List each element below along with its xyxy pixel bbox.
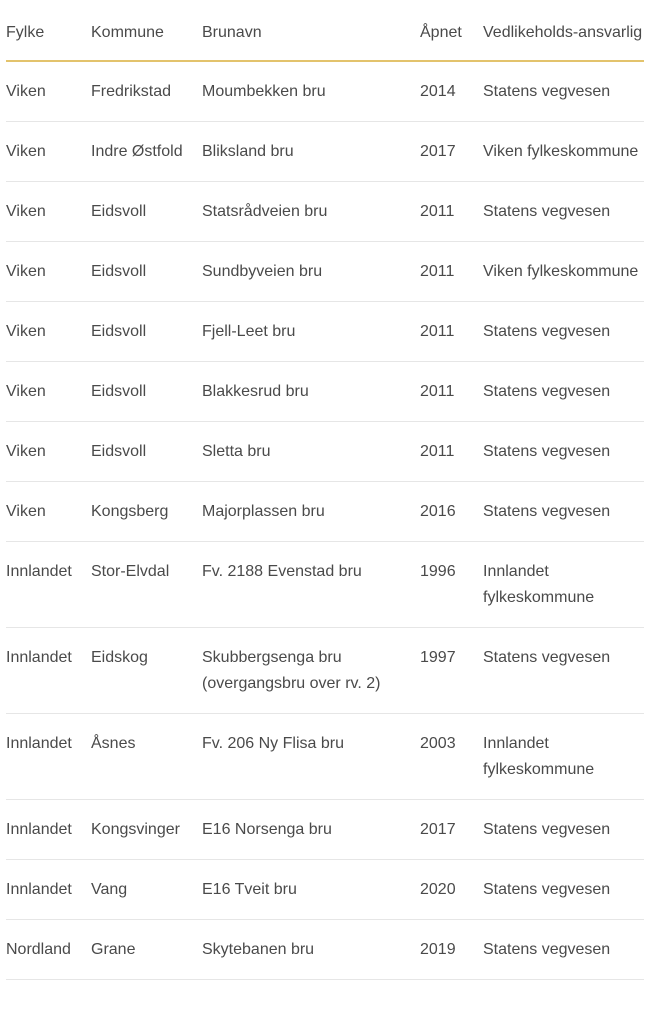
table-row — [6, 920, 644, 980]
cell-ansvarlig: Statens vegvesen — [483, 182, 644, 242]
cell-fylke: Viken — [6, 242, 91, 302]
cell-ansvarlig: Viken fylkeskommune — [483, 242, 644, 302]
cell-brunavn: Sundbyveien bru — [202, 242, 420, 302]
cell-brunavn: E16 Tveit bru — [202, 860, 420, 920]
cell-fylke: Innlandet — [6, 860, 91, 920]
cell-fylke: Innlandet — [6, 542, 91, 628]
cell-apnet: 2011 — [420, 182, 483, 242]
cell-brunavn: Fjell-Leet bru — [202, 302, 420, 362]
table-row — [6, 482, 644, 542]
table-row — [6, 242, 644, 302]
cell-brunavn: Skubbergsenga bru (overgangsbru over rv. 2) — [202, 628, 420, 714]
cell-apnet: 1997 — [420, 628, 483, 714]
cell-ansvarlig: Statens vegvesen — [483, 61, 644, 122]
cell-fylke: Nordland — [6, 920, 91, 980]
cell-ansvarlig: Viken fylkeskommune — [483, 122, 644, 182]
cell-kommune: Eidsvoll — [91, 302, 202, 362]
cell-kommune: Åsnes — [91, 714, 202, 800]
cell-kommune: Eidsvoll — [91, 242, 202, 302]
table-row — [6, 302, 644, 362]
cell-fylke: Innlandet — [6, 628, 91, 714]
cell-brunavn: Bliksland bru — [202, 122, 420, 182]
cell-brunavn: Sletta bru — [202, 422, 420, 482]
table-row — [6, 800, 644, 860]
cell-apnet: 2017 — [420, 800, 483, 860]
cell-kommune: Eidsvoll — [91, 362, 202, 422]
cell-apnet: 2011 — [420, 242, 483, 302]
cell-fylke: Viken — [6, 482, 91, 542]
header-brunavn: Brunavn — [202, 0, 420, 61]
header-apnet: Åpnet — [420, 0, 483, 61]
cell-apnet: 2017 — [420, 122, 483, 182]
header-row — [6, 0, 644, 61]
cell-kommune: Stor-Elvdal — [91, 542, 202, 628]
header-kommune: Kommune — [91, 0, 202, 61]
cell-kommune: Vang — [91, 860, 202, 920]
cell-kommune: Eidskog — [91, 628, 202, 714]
cell-apnet: 2011 — [420, 422, 483, 482]
cell-ansvarlig: Statens vegvesen — [483, 860, 644, 920]
header-fylke: Fylke — [6, 0, 91, 61]
cell-kommune: Grane — [91, 920, 202, 980]
cell-fylke: Viken — [6, 302, 91, 362]
table-row — [6, 182, 644, 242]
cell-brunavn: Fv. 2188 Evenstad bru — [202, 542, 420, 628]
table-row — [6, 362, 644, 422]
cell-apnet: 2011 — [420, 302, 483, 362]
cell-kommune: Eidsvoll — [91, 422, 202, 482]
cell-ansvarlig: Statens vegvesen — [483, 920, 644, 980]
cell-ansvarlig: Statens vegvesen — [483, 362, 644, 422]
cell-kommune: Eidsvoll — [91, 182, 202, 242]
table-body — [6, 61, 644, 980]
bridges-table — [6, 0, 644, 980]
cell-apnet: 2011 — [420, 362, 483, 422]
cell-apnet: 2003 — [420, 714, 483, 800]
cell-fylke: Viken — [6, 122, 91, 182]
header-ansvarlig: Vedlikeholds-ansvarlig — [483, 0, 644, 61]
cell-kommune: Indre Østfold — [91, 122, 202, 182]
table-row — [6, 628, 644, 714]
cell-ansvarlig: Innlandet fylkeskommune — [483, 714, 644, 800]
cell-apnet: 2016 — [420, 482, 483, 542]
cell-kommune: Kongsberg — [91, 482, 202, 542]
cell-apnet: 2014 — [420, 61, 483, 122]
table-row — [6, 860, 644, 920]
cell-apnet: 1996 — [420, 542, 483, 628]
cell-fylke: Viken — [6, 182, 91, 242]
cell-brunavn: Blakkesrud bru — [202, 362, 420, 422]
cell-brunavn: E16 Norsenga bru — [202, 800, 420, 860]
cell-brunavn: Statsrådveien bru — [202, 182, 420, 242]
cell-kommune: Kongsvinger — [91, 800, 202, 860]
cell-apnet: 2019 — [420, 920, 483, 980]
cell-fylke: Viken — [6, 61, 91, 122]
cell-ansvarlig: Statens vegvesen — [483, 800, 644, 860]
cell-fylke: Innlandet — [6, 800, 91, 860]
cell-apnet: 2020 — [420, 860, 483, 920]
cell-fylke: Viken — [6, 362, 91, 422]
cell-ansvarlig: Statens vegvesen — [483, 482, 644, 542]
table-row — [6, 61, 644, 122]
table-row — [6, 542, 644, 628]
cell-fylke: Viken — [6, 422, 91, 482]
table-row — [6, 122, 644, 182]
cell-fylke: Innlandet — [6, 714, 91, 800]
cell-brunavn: Fv. 206 Ny Flisa bru — [202, 714, 420, 800]
cell-ansvarlig: Innlandet fylkeskommune — [483, 542, 644, 628]
cell-ansvarlig: Statens vegvesen — [483, 628, 644, 714]
cell-kommune: Fredrikstad — [91, 61, 202, 122]
cell-ansvarlig: Statens vegvesen — [483, 302, 644, 362]
table-row — [6, 714, 644, 800]
cell-brunavn: Majorplassen bru — [202, 482, 420, 542]
cell-brunavn: Moumbekken bru — [202, 61, 420, 122]
cell-ansvarlig: Statens vegvesen — [483, 422, 644, 482]
table-row — [6, 422, 644, 482]
table-header — [6, 0, 644, 61]
cell-brunavn: Skytebanen bru — [202, 920, 420, 980]
